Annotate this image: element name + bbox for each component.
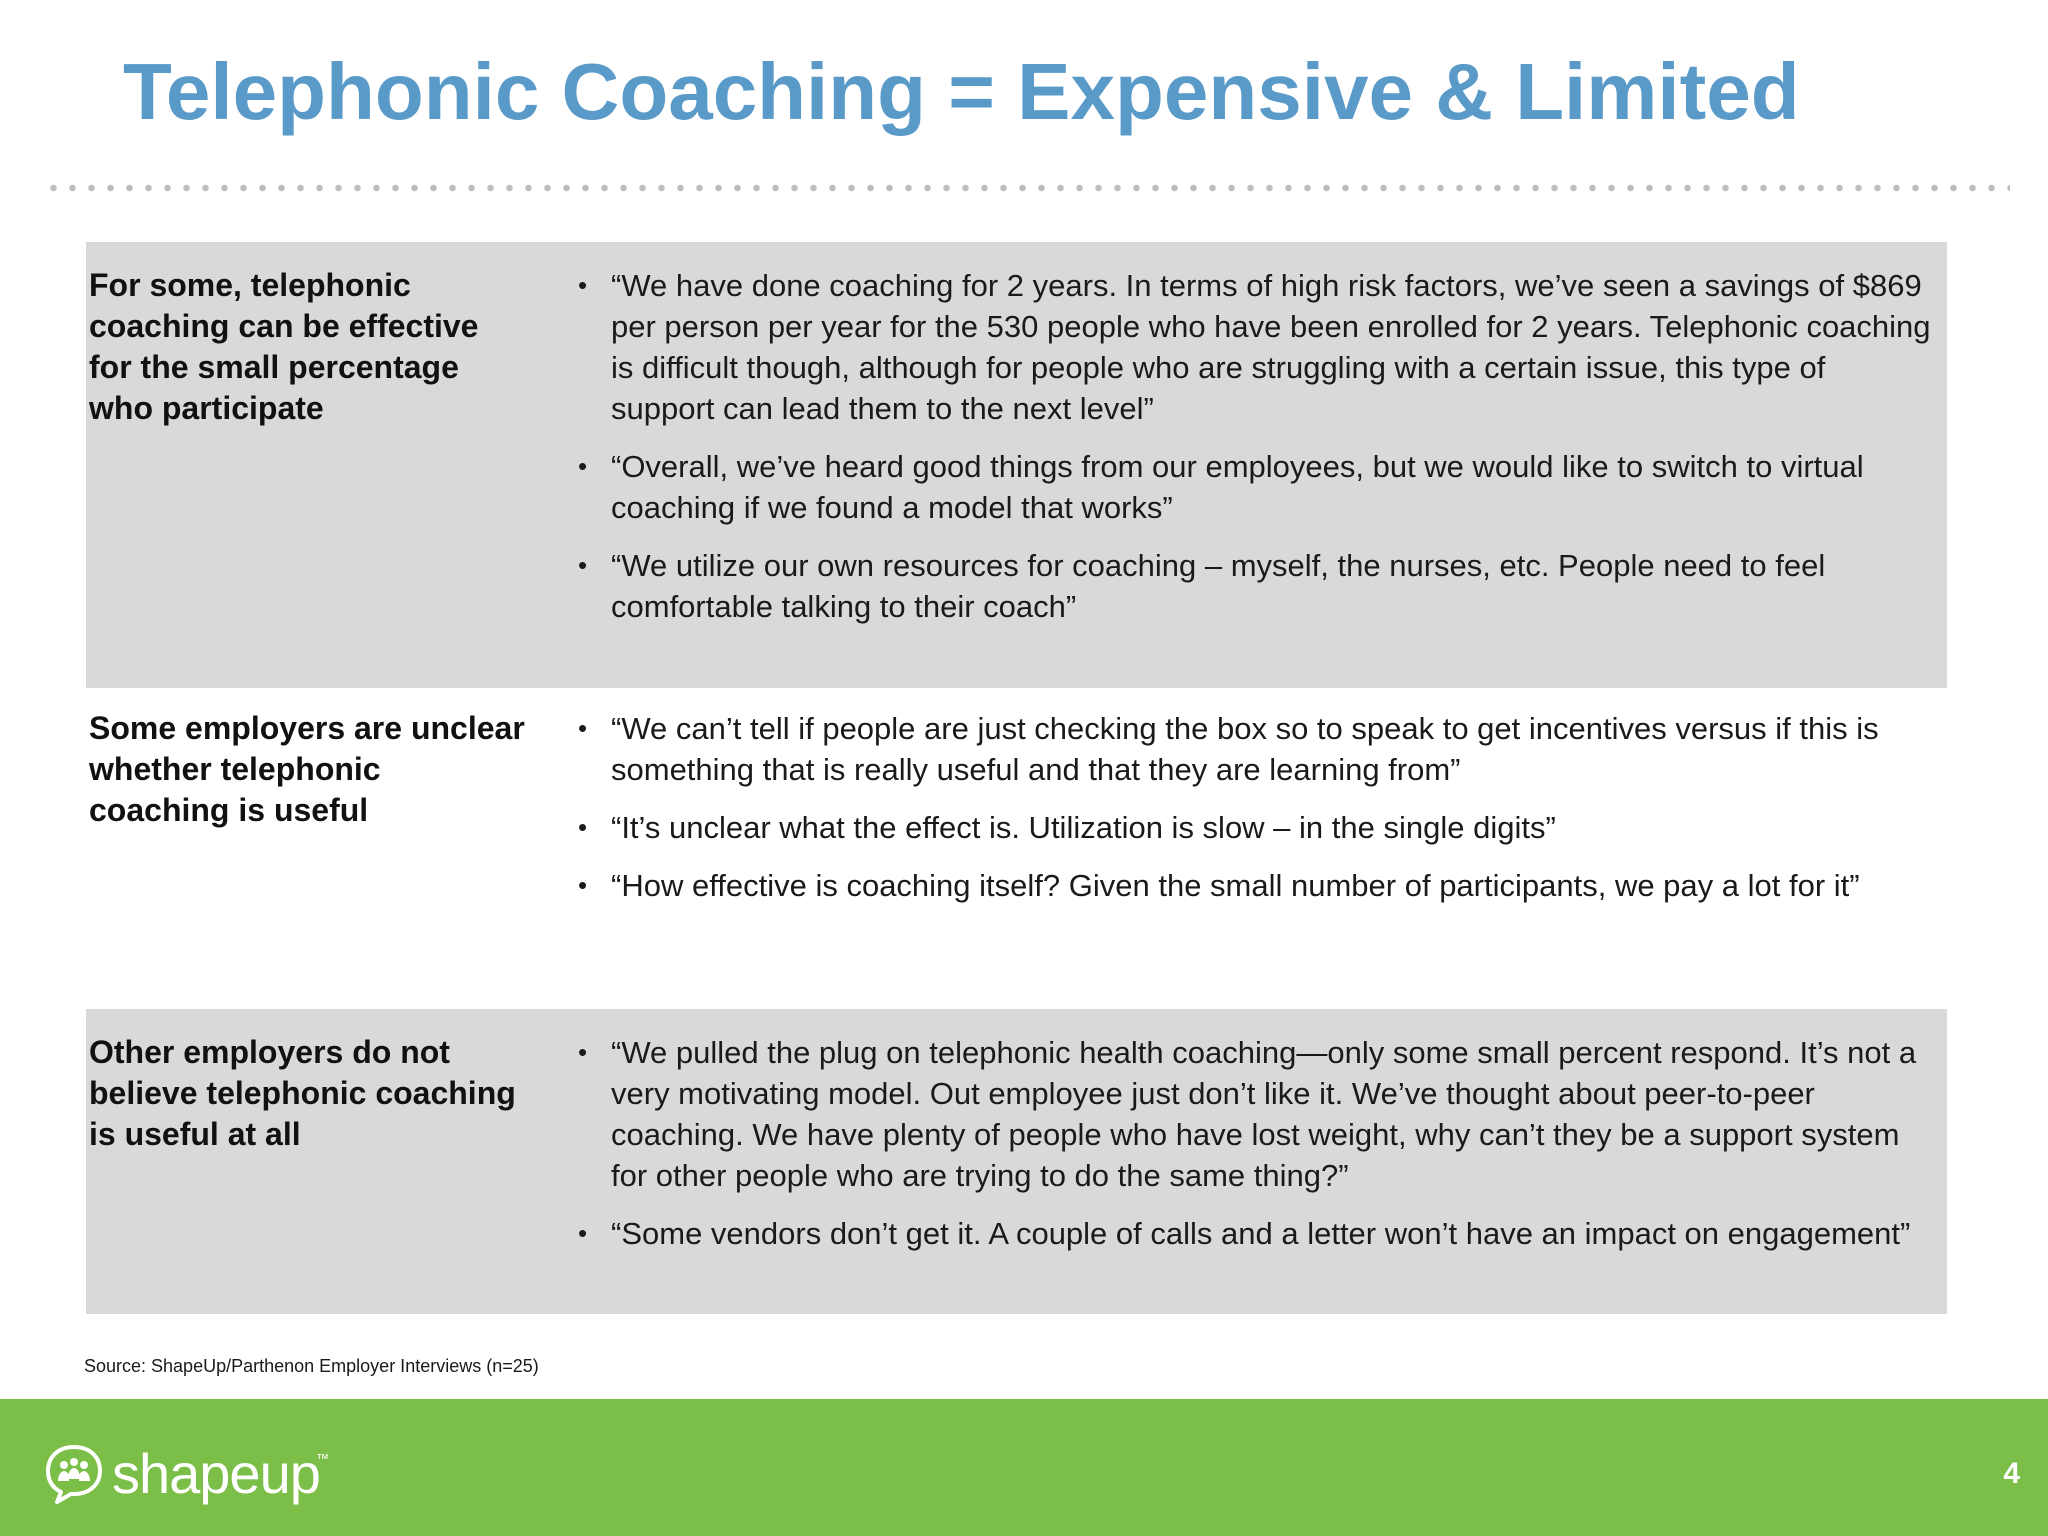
bullet-icon: • bbox=[578, 870, 588, 900]
quote-text: “Some vendors don’t get it. A couple of calls and a letter won’t have an impact on engagement” bbox=[611, 1216, 1911, 1251]
quote-text: “Overall, we’ve heard good things from our employees, but we would like to switch to virtual coaching if we found a model that works” bbox=[611, 449, 1864, 525]
quote-item bbox=[578, 865, 1934, 906]
bullet-icon: • bbox=[578, 812, 588, 842]
bullet-icon: • bbox=[578, 270, 588, 300]
quote-text: “How effective is coaching itself? Given the small number of participants, we pay a lot for it” bbox=[611, 868, 1860, 903]
quote-text: “We can’t tell if people are just checking the box so to speak to get incentives versus if this is something that is really useful and that they are learning from” bbox=[611, 711, 1879, 787]
bullet-icon: • bbox=[578, 550, 588, 580]
bullet-icon: • bbox=[578, 713, 588, 743]
quote-list bbox=[578, 708, 1934, 906]
finding-row bbox=[86, 1009, 1947, 1314]
finding-row bbox=[86, 688, 1947, 1009]
speech-bubble-people-icon bbox=[44, 1443, 104, 1505]
quote-text: “It’s unclear what the effect is. Utilization is slow – in the single digits” bbox=[611, 810, 1556, 845]
quote-item bbox=[578, 708, 1934, 790]
quote-item bbox=[578, 446, 1934, 528]
source-note: Source: ShapeUp/Parthenon Employer Interviews (n=25) bbox=[84, 1356, 539, 1376]
quote-item bbox=[578, 1213, 1934, 1254]
finding-label: Other employers do not believe telephonic coaching is useful at all bbox=[89, 1034, 516, 1152]
bullet-icon: • bbox=[578, 451, 588, 481]
finding-label: For some, telephonic coaching can be effective for the small percentage who participate bbox=[89, 267, 479, 426]
quote-list bbox=[578, 265, 1934, 627]
quote-text: “We utilize our own resources for coaching – myself, the nurses, etc. People need to feel comfortable talking to their coach” bbox=[611, 548, 1826, 624]
quote-item bbox=[578, 265, 1934, 429]
quote-item bbox=[578, 545, 1934, 627]
quote-item bbox=[578, 1032, 1934, 1196]
quote-item bbox=[578, 807, 1934, 848]
quote-list bbox=[578, 1032, 1934, 1254]
bullet-icon: • bbox=[578, 1037, 588, 1067]
quote-text: “We pulled the plug on telephonic health coaching—only some small percent respond. It’s not a very motivating model. Out employee just don’t like it. We’ve thought about peer-to-peer coaching. We have plenty of people who have lost weight, why can’t they be a support system for other people who are trying to do the same thing?” bbox=[611, 1035, 1917, 1193]
slide-title: Telephonic Coaching = Expensive & Limited bbox=[123, 47, 1800, 136]
bullet-icon: • bbox=[578, 1218, 588, 1248]
brand-name: shapeup bbox=[112, 1442, 320, 1505]
quote-text: “We have done coaching for 2 years. In terms of high risk factors, we’ve seen a savings of $869 per person per year for the 530 people who have been enrolled for 2 years. Telephonic coaching is difficult though, although for people who are struggling with a certain issue, this type of support can lead them to the next level” bbox=[611, 268, 1931, 426]
trademark-mark: ™ bbox=[316, 1451, 329, 1466]
finding-row bbox=[86, 242, 1947, 688]
page-number: 4 bbox=[2003, 1457, 2020, 1490]
footer-bar bbox=[0, 1399, 2048, 1536]
dotted-divider bbox=[44, 184, 2010, 192]
finding-label: Some employers are unclear whether telephonic coaching is useful bbox=[89, 710, 525, 828]
